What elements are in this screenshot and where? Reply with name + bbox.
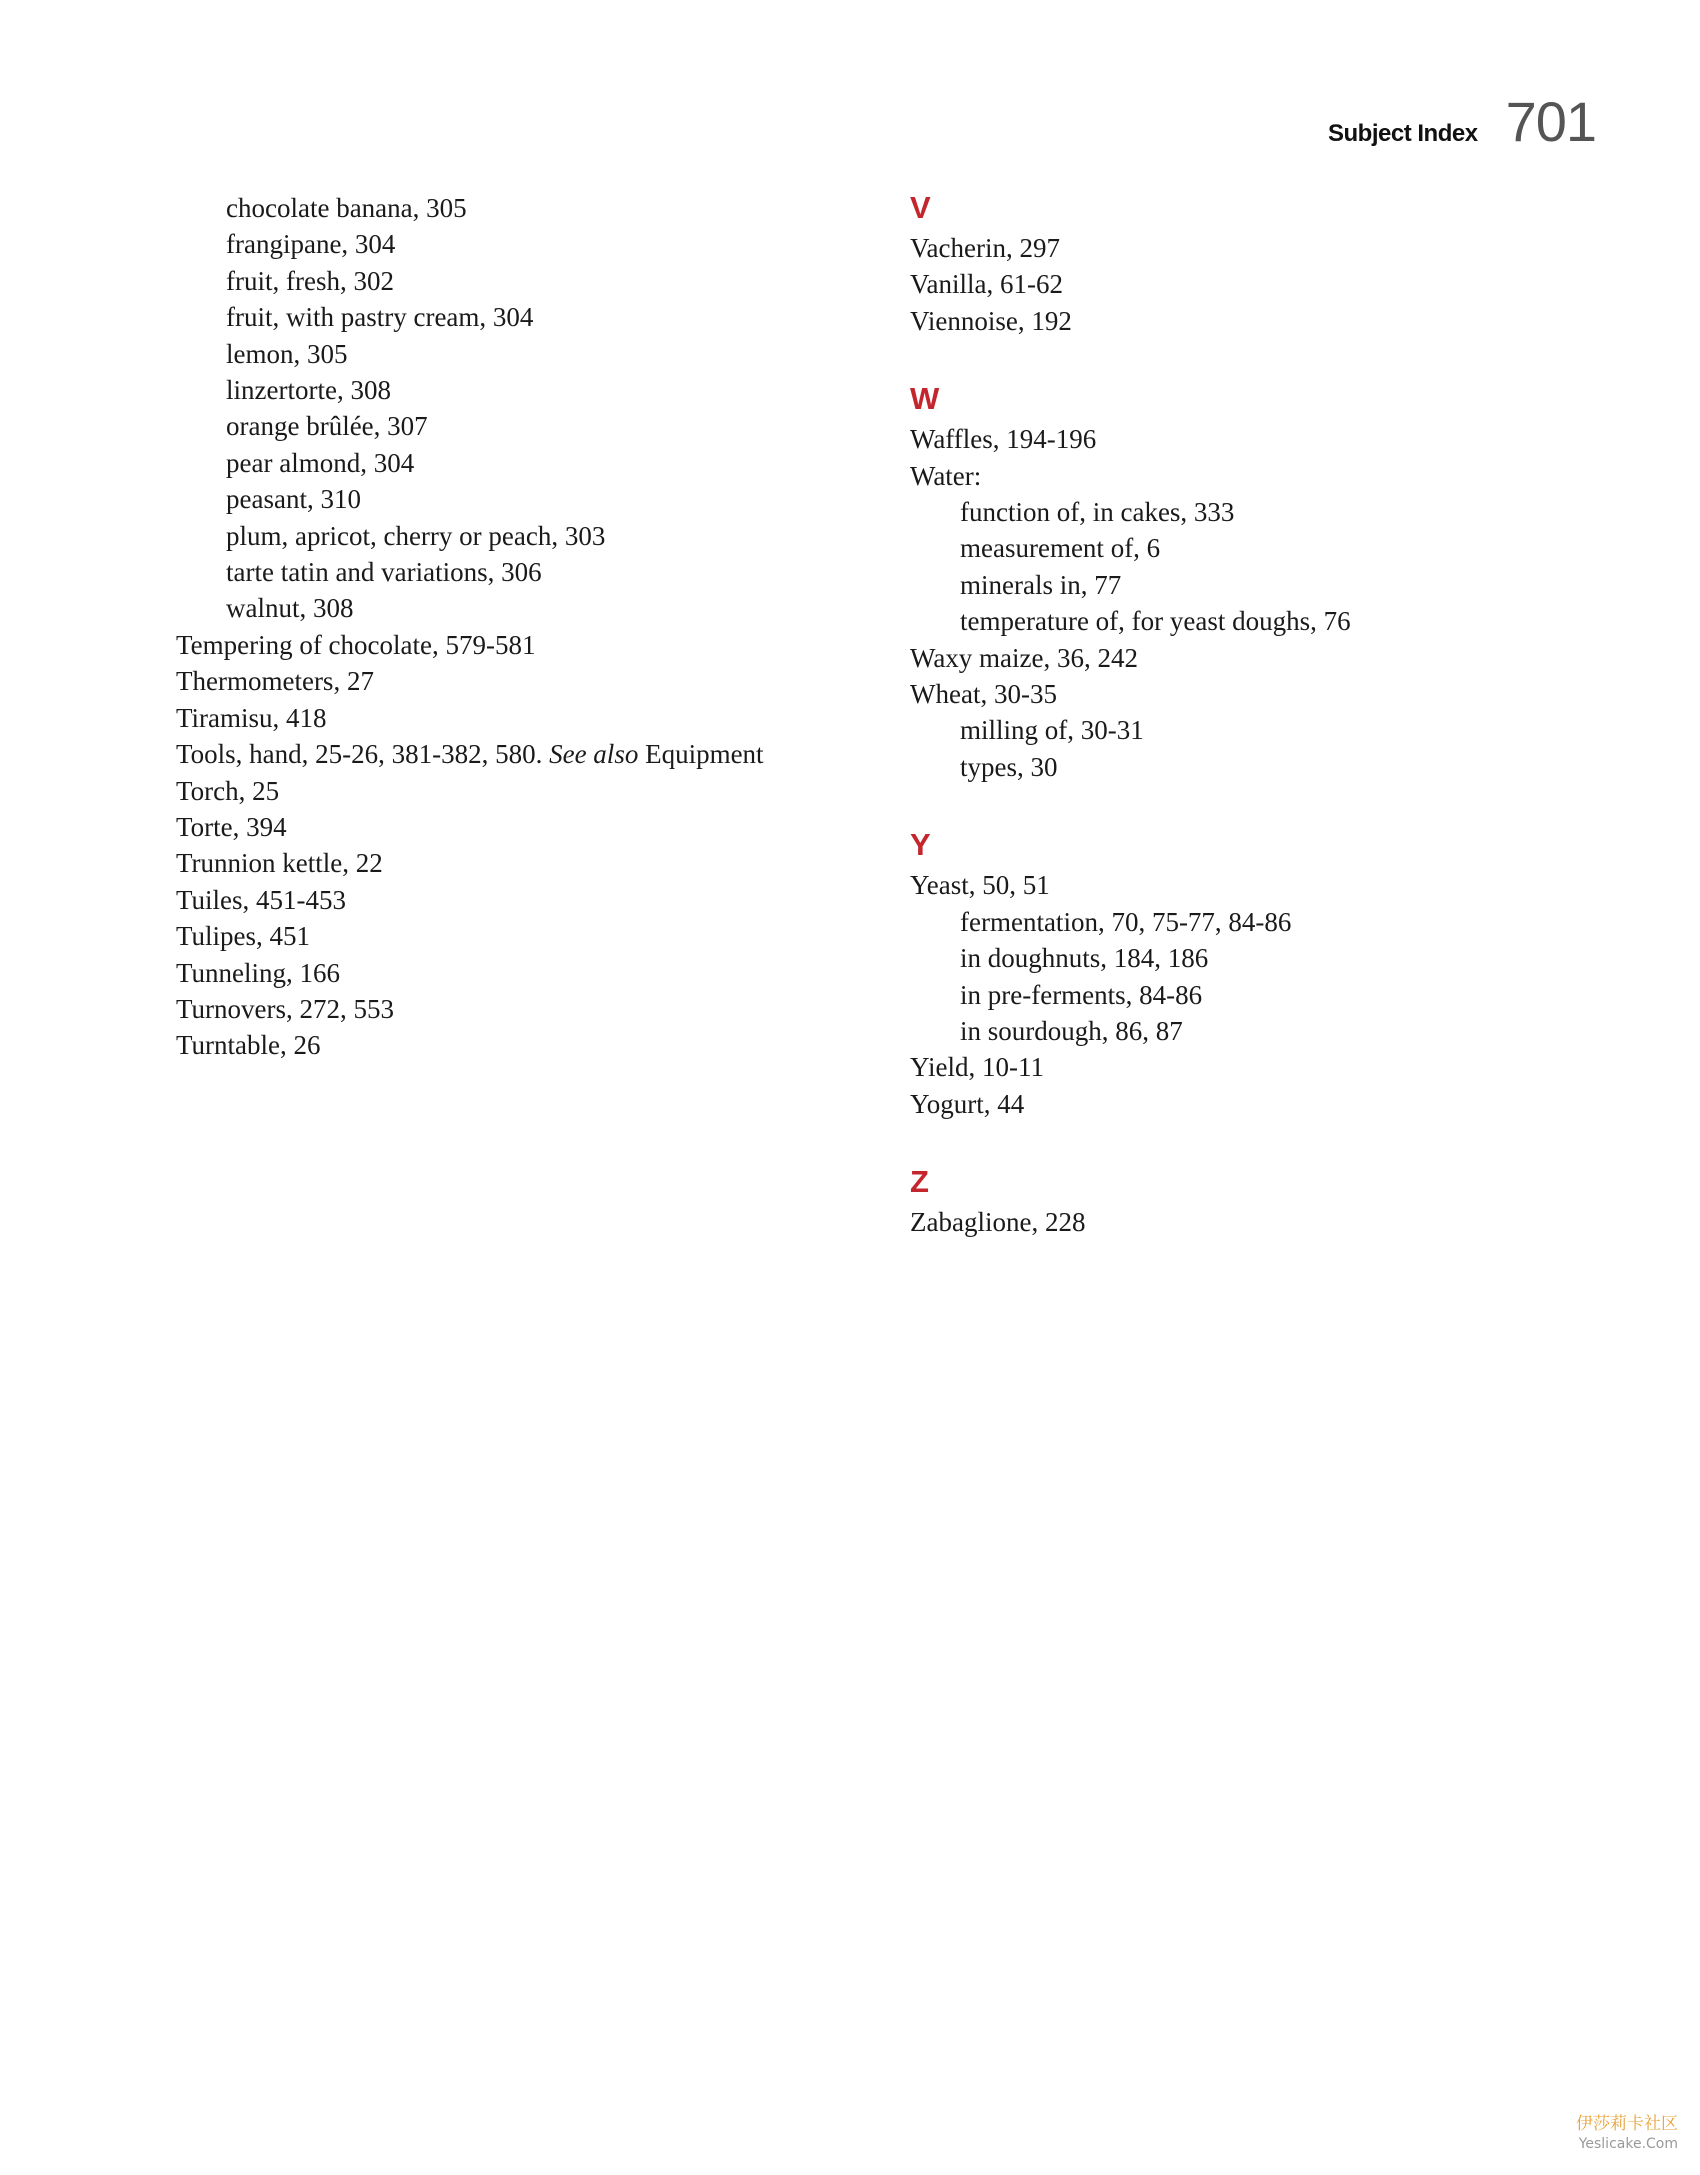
index-letter-section: [910, 1164, 1550, 1240]
letter-heading: V: [910, 190, 931, 225]
index-entry: Turnovers, 272, 553: [176, 993, 395, 1024]
index-entry: [176, 736, 856, 772]
index-subentry: fermentation, 70, 75-77, 84-86: [960, 906, 1292, 937]
index-entry: Torte, 394: [176, 811, 287, 842]
running-section-title: Subject Index: [1328, 120, 1478, 147]
index-subentry: measurement of, 6: [960, 533, 1161, 564]
index-subentry: peasant, 310: [226, 484, 361, 515]
index-entry: Viennoise, 192: [910, 305, 1072, 336]
index-entry: Yeast, 50, 51: [910, 870, 1050, 901]
index-entry: Vacherin, 297: [910, 233, 1060, 263]
index-subentry: pear almond, 304: [226, 447, 415, 478]
index-entry: Waffles, 194-196: [910, 424, 1097, 455]
index-letter-section: [910, 190, 1550, 339]
index-subentry: in pre-ferments, 84-86: [960, 979, 1203, 1010]
index-entry: Tuiles, 451-453: [176, 884, 347, 915]
index-entry: Waxy maize, 36, 242: [910, 642, 1139, 673]
letter-heading: W: [910, 381, 940, 417]
index-entry: Tiramisu, 418: [176, 702, 327, 733]
index-subentry: plum, apricot, cherry or peach, 303: [226, 520, 606, 551]
index-entry: Zabaglione, 228: [910, 1207, 1086, 1238]
index-subentry: lemon, 305: [226, 338, 348, 369]
index-subentry: linzertorte, 308: [226, 375, 391, 406]
watermark-text-cn: 伊莎莉卡社区: [1576, 2114, 1678, 2134]
index-subentry: chocolate banana, 305: [226, 193, 467, 223]
index-subentry: fruit, fresh, 302: [226, 265, 394, 296]
index-entry: Thermometers, 27: [176, 666, 374, 697]
index-subentry: fruit, with pastry cream, 304: [226, 302, 534, 333]
index-subentry: milling of, 30-31: [960, 715, 1144, 746]
index-entry: Yogurt, 44: [910, 1088, 1025, 1119]
index-subentry: function of, in cakes, 333: [960, 497, 1235, 528]
index-entry: Trunnion kettle, 22: [176, 848, 383, 879]
index-subentry: minerals in, 77: [960, 569, 1122, 600]
watermark: [1576, 2113, 1678, 2153]
index-subentry: types, 30: [960, 751, 1058, 782]
index-entry: Tulipes, 451: [176, 921, 311, 952]
see-also-reference: See also: [549, 739, 639, 770]
index-entry: Vanilla, 61-62: [910, 269, 1063, 300]
index-entry: Tempering of chocolate, 579-581: [176, 629, 536, 660]
index-column-right: [910, 190, 1550, 1241]
index-entry: Water:: [910, 460, 982, 491]
index-entry: Turntable, 26: [176, 1030, 321, 1061]
letter-heading: Y: [910, 827, 931, 863]
index-subentry: orange brûlée, 307: [226, 411, 428, 442]
index-entry: Tunneling, 166: [176, 957, 341, 988]
index-entry: Wheat, 30-35: [910, 679, 1057, 710]
index-subentry: in doughnuts, 184, 186: [960, 943, 1209, 974]
see-also-target: Equipment: [638, 739, 764, 770]
index-subentry: temperature of, for yeast doughs, 76: [960, 606, 1351, 637]
letter-heading: Z: [910, 1164, 929, 1200]
entry-text: Tools, hand, 25-26, 381-382, 580.: [176, 739, 550, 770]
index-subentry: frangipane, 304: [226, 229, 396, 260]
page-number: 701: [1505, 90, 1596, 153]
index-subentry: tarte tatin and variations, 306: [226, 557, 542, 588]
index-subentry: in sourdough, 86, 87: [960, 1015, 1183, 1046]
index-letter-section: [910, 381, 1550, 785]
index-column-left: [176, 190, 856, 1064]
running-head: [1328, 90, 1596, 153]
index-entry: Torch, 25: [176, 775, 280, 806]
watermark-text-en: Yeslicake.Com: [1578, 2136, 1678, 2152]
index-subentry: walnut, 308: [226, 593, 354, 624]
index-letter-section: [910, 827, 1550, 1122]
index-entry: Yield, 10-11: [910, 1052, 1044, 1083]
